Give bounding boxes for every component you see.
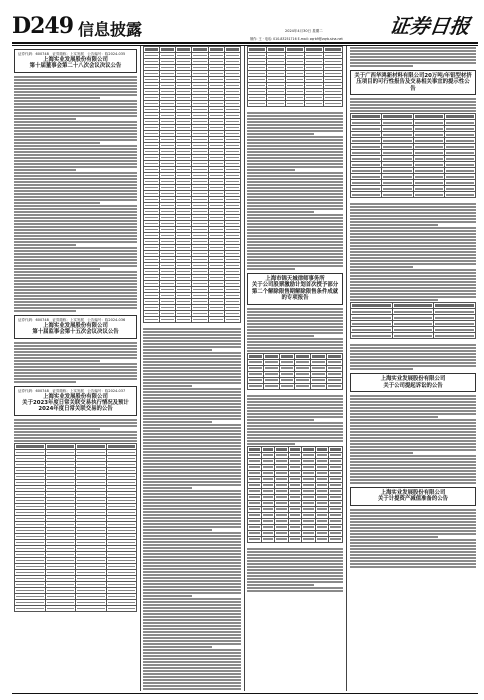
masthead-logo: 证券日报 [388, 14, 472, 38]
data-table [247, 446, 343, 543]
announcement-header [350, 70, 476, 95]
announcement-title: 第十届董事会第二十八次会议决议公告 [29, 63, 122, 70]
header-rule-thin [12, 45, 478, 46]
data-table [350, 113, 476, 198]
body-text [247, 308, 343, 352]
company-name: 上海实业发展股份有限公司 [380, 376, 446, 383]
body-text [14, 419, 137, 442]
stock-code-line: 证券代码：600748 证券简称：上实发展 公告编号：临2024-037 [18, 388, 126, 393]
company-name: 上海实业发展股份有限公司 [43, 57, 108, 63]
announcement-title: 关于计提资产减值准备的公告 [377, 496, 449, 503]
body-text [14, 76, 137, 312]
announcement-title: 第十届监事会第十五次会议决议公告 [32, 329, 119, 336]
announcement-header [14, 49, 137, 73]
body-text [143, 328, 241, 691]
contact-line: 制作: 王 · 电话: 010-83251716 E-mail: zqrb9@zqrb.sina.net [250, 37, 343, 41]
body-text [247, 548, 343, 592]
announcement-title: 关于2023年度日常关联交易执行情况及预计2024年度日常关联交易的公告 [22, 400, 129, 413]
body-text [14, 342, 137, 383]
dateline: 2024年4月30日 星期二 [285, 29, 323, 33]
column-divider [346, 46, 347, 691]
transaction-table [14, 443, 137, 612]
column-3 [247, 46, 343, 691]
announcement-title: 关于公司提起诉讼的公告 [383, 382, 443, 389]
data-table [247, 46, 343, 107]
company-name: 上海实业发展股份有限公司 [43, 393, 108, 400]
announcement-header [247, 273, 343, 305]
announcement-header [350, 373, 476, 392]
page-header [0, 0, 484, 44]
body-text [350, 98, 476, 112]
stock-code-line: 证券代码：600748 证券简称：上实发展 公告编号：临2024-036 [18, 317, 126, 322]
header-rule-thick [12, 42, 478, 44]
column-divider [140, 46, 141, 691]
body-text [350, 344, 476, 370]
body-text [350, 203, 476, 301]
column-4 [350, 46, 476, 691]
announcement-title: 关于广西华鸿新材料有限公司20万吨/年铝型材挤压项目的可行性报告及交易相关事宜的提示性公告 [354, 73, 472, 92]
section-title: 信息披露 [78, 20, 143, 39]
data-table [350, 302, 476, 339]
data-table-large [143, 46, 241, 323]
body-text [247, 395, 343, 445]
body-text [350, 509, 476, 568]
company-name: 上海市锦天城律师事务所 [265, 276, 325, 282]
stock-code-line: 证券代码：600748 证券简称：上实发展 公告编号：临2024-035 [18, 52, 126, 56]
announcement-header [14, 315, 137, 339]
column-2 [143, 46, 241, 691]
announcement-title: 关于公司股票激励计划首次授予部分第二个解除限售期解除限售条件成就的专项报告 [251, 282, 339, 302]
column-1 [14, 46, 137, 691]
data-table [247, 353, 343, 390]
body-text [350, 395, 476, 484]
body-text [247, 112, 343, 270]
body-text [350, 47, 476, 67]
announcement-header [350, 487, 476, 506]
column-divider [244, 46, 245, 691]
company-name: 上海实业发展股份有限公司 [380, 490, 446, 497]
page-number: D249 [12, 13, 74, 39]
company-name: 上海实业发展股份有限公司 [43, 322, 108, 329]
footer-rule [12, 693, 478, 694]
announcement-header [14, 386, 137, 416]
